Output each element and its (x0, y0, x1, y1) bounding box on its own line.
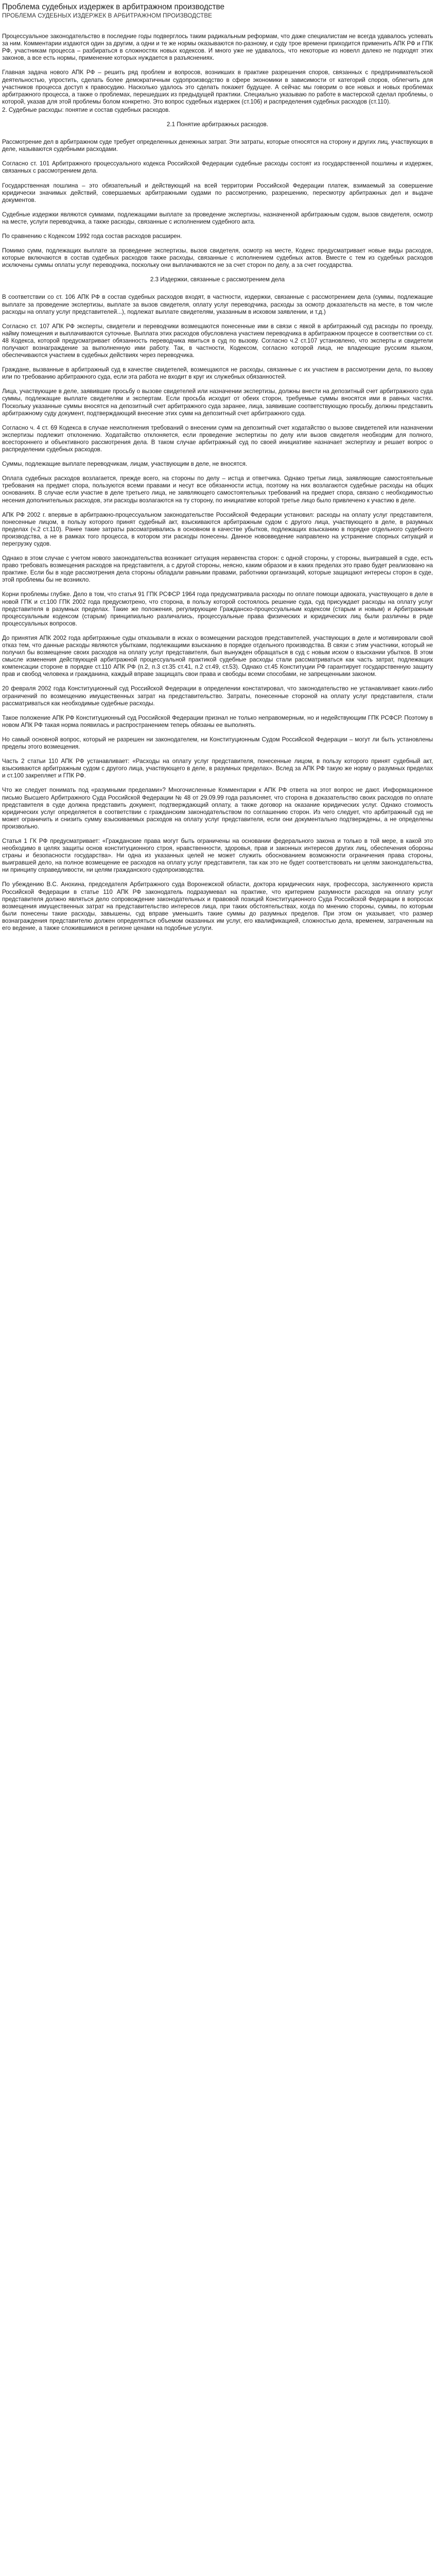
paragraph: Помимо сумм, подлежащих выплате за проведение экспертизы, вызов свидетеля, осмотр на месте, Кодекс предусматривает новые виды расходов, которые включаются в состав судебных расходов также расходы, связанные с исполнением судебных актов. Вместе с тем из судебных расходов исключены суммы оплаты услуг переводчика, поскольку они выплачиваются не за счет сторон по делу, а за счет государства. (2, 247, 433, 269)
paragraph: АПК РФ 2002 г. впервые в арбитражно-процессуальном законодательстве Российской Федерации установил: расходы на оплату услуг представителя, понесенные лицом, в пользу которого принят судебный акт, взыскиваются арбитражным судом с другого лица, участвующего в деле, в разумных пределах (ч.2 ст.110). Ранее такие затраты рассматривались в основном в качестве убытков, подлежащих взысканию в порядке отдельного судебного производства, а не в рамках того процесса, в котором эти расходы понесены. Данное нововведение направлено на устранение спорных ситуаций и перегрузку судов. (2, 511, 433, 547)
paragraph: 20 февраля 2002 года Конституционный суд Российской Федерации в определении констатировал, что законодательство не устанавливает каких-либо ограничений по возмещению имущественных затрат на представительство. Затраты, понесенные стороной на оплату услуг представителя, стали рассматриваться как необходимые судебные расходы. (2, 685, 433, 707)
page-subtitle: ПРОБЛЕМА СУДЕБНЫХ ИЗДЕРЖЕК В АРБИТРАЖНОМ ПРОИЗВОДСТВЕ (2, 12, 213, 19)
paragraph: Процессуальное законодательство в последние годы подверглось таким радикальным реформам, что даже специалистам не всегда удавалось успевать за ним. Комментарии издаются один за другим, а одни и те же нормы оказываются по-разному, и суду трое времени приходится применить АПК РФ и ГПК РФ, участникам процесса – разбираться в сложностях новых кодексов. И много уже не удавалось, что некоторые из новелл далеко не подходят этих законов, а все есть нормы, применение которых нуждается в разъяснениях. (2, 33, 433, 62)
paragraph: Что же следует понимать под «разумными пределами»? Многочисленные Комментарии к АПК РФ ответа на этот вопрос не дают. Информационное письмо Высшего Арбитражного Суда Российской Федерации № 48 от 29.09.99 года разъясняет, что сторона в доказательство своих расходов по оплате представителя в суде должна представить документ, подтверждающий оплату, а также договор на оказание юридических услуг. Однако стоимость юридических услуг определяется в соответствии с гражданским законодательством по соглашению сторон. Из чего следует, что арбитражный суд не может ограничить и снизить сумму взыскиваемых расходов на оплату услуг представителя, если они документально подтверждены, а не определены произвольно. (2, 787, 433, 830)
document-page (0, 0, 436, 932)
paragraph: Лица, участвующие в деле, заявившие просьбу о вызове свидетелей или назначении экспертизы, должны внести на депозитный счет арбитражного суда суммы, подлежащие выплате свидетелям и экспертам. Если просьба исходит от обеих сторон, требуемые суммы вносятся ими в равных частях. Поскольку указанные суммы вносятся на депозитный счет арбитражного суда заранее, лица, заявившие соответствующую просьбу, должны представить арбитражному суду документ, подтверждающий внесение этих сумм на депозитный счет арбитражного суда. (2, 388, 433, 417)
section-heading: 2. Судебные расходы: понятие и состав судебных расходов. (2, 106, 170, 113)
paragraph: Граждане, вызванные в арбитражный суд в качестве свидетелей, возмещаются не расходы, связанные с их участием в рассмотрении дела, по вызову или по требованию арбитражного суда, если эта работа не входит в круг их служебных обязанностей. (2, 366, 433, 381)
paragraph: Судебные издержки являются суммами, подлежащими выплате за проведение экспертизы, назначенной арбитражным судом, вызов свидетеля, осмотр на месте, услуги переводчика, а также расходы, связанные с исполнением судебного акта. (2, 211, 433, 225)
page-title: Проблема судебных издержек в арбитражном производстве (2, 3, 225, 11)
section-heading: 2.1 Понятие арбитражных расходов. (166, 121, 269, 128)
paragraph: Государственная пошлина – это обязательный и действующий на всей территории Российской Федерации платеж, взимаемый за совершение юридически значимых действий, совершаемых арбитражными судами по рассмотрению, разрешению, пересмотру арбитражных дел и выдаче документов. (2, 182, 433, 204)
paragraph: Однако в этом случае с учетом нового законодательства возникает ситуация неравенства сторон: с одной стороны, у стороны, выигравшей в суде, есть право требовать возмещения расходов на представителя, а с другой стороны, неясно, каким образом и в каких пределах это право будет реализовано на практике. Если бы в ходе рассмотрения дела стороны обладали равными правами, работники организаций, которые защищают интересы сторон в суде, этой проблемы бы не возникло. (2, 555, 433, 584)
paragraph: Часть 2 статьи 110 АПК РФ устанавливает: «Расходы на оплату услуг представителя, понесенные лицом, в пользу которого принят судебный акт, взыскиваются арбитражным судом с другого лица, участвующего в деле, в разумных пределах». Вслед за АПК РФ такую же норму о разумных пределах и ст.100 закрепляет и ГПК РФ. (2, 758, 433, 779)
paragraph: Корни проблемы глубже. Дело в том, что статья 91 ГПК РСФСР 1964 года предусматривала расходы по оплате помощи адвоката, участвующего в деле в новой ГПК и ст.100 ГПК 2002 года предусмотрено, что сторона, в пользу которой состоялось решение суда, суд присуждает расходы на оплату услуг представителя в разумных пределах. Такие же положения, регулирующие Гражданско-процессуальным кодексом (старым и новым) и Арбитражным процессуальным кодексом (старым) принципиально различались, процессуальные права физических и юридических лиц были различны в ряде процессуальных вопросов. (2, 591, 433, 627)
section-heading: 2.3 Издержки, связанные с рассмотрением дела (150, 276, 285, 283)
article-body (2, 33, 433, 932)
paragraph: До принятия АПК 2002 года арбитражные суды отказывали в исках о возмещении расходов представителей, участвующих в деле и мотивировали свой отказ тем, что данные расходы являются убытками, подлежащими взысканию в порядке отдельного производства. В связи с этим участники, который не получил бы возмещение своих расходов на оплату услуг представителя, был вынужден обращаться в суд с новым иском о взыскании убытков. В этом смысле изменения действующей арбитражной процессуальной практикой судебные расходы стали рассматриваться как часть затрат, подлежащих компенсации стороне в порядке ст.110 АПК РФ (п.2, п.3 ст.35 ст.41, п.2 ст.49, ст.53). Однако ст.45 Конституции РФ гарантирует государственную защиту прав и свобод человека и гражданина, каждый вправе защищать свои права и свободы всеми способами, не запрещенными законом. (2, 634, 433, 678)
paragraph: По убеждению В.С. Анохина, председателя Арбитражного суда Воронежской области, доктора юридических наук, профессора, заслуженного юриста Российской Федерации в статье 110 АПК РФ законодатель подразумевал на практике, что критерием разумности расходов на оплату услуг представителя должно являться дело сопровождение законодательных и правовой позиций Конституционного Суда Российской Федерации в вопросах возмещения имущественных затрат на представительство интересов лица, при таких обстоятельствах, когда по мнению стороны, суммы, по которым были понесены такие расходы, завышены, суд вправе уменьшить такие суммы до разумных пределов. При этом он указывает, что размер вознаграждения представителю должен определяться объемом оказанных им услуг, его квалификацией, сложностью дела, временем, затраченным на его ведение, а также сложившимися в регионе ценами на подобные услуги. (2, 881, 433, 931)
paragraph: В соответствии со ст. 106 АПК РФ в состав судебных расходов входят, в частности, издержки, связанные с рассмотрением дела (суммы, подлежащие выплате за проведение экспертизы, выплате за вызов свидетеля, оплату услуг переводчика, расходы за осмотр доказательств на месте, в том числе расходы на оплату услуг представителей...), подлежат выплате свидетелям, указанным в исковом заявлении, и т.д.) (2, 294, 433, 315)
paragraph: Суммы, подлежащие выплате переводчикам, лицам, участвующим в деле, не вносятся. (2, 461, 248, 468)
paragraph: Согласно ст. 101 Арбитражного процессуального кодекса Российской Федерации судебные расходы состоят из государственной пошлины и издержек, связанных с рассмотрением дела. (2, 160, 433, 175)
paragraph: Рассмотрение дел в арбитражном суде требует определенных денежных затрат. Эти затраты, которые относятся на сторону и других лиц, участвующих в деле, называются судебными расходами. (2, 139, 433, 153)
paragraph: Главная задача нового АПК РФ – решить ряд проблем и вопросов, возникших в практике разрешения споров, связанных с предпринимательской деятельностью, упростить, сделать более демократичным судопроизводство в сфере экономики в зависимости от категорий споров, облегчить для участников процесса доступ к правосудию. Насколько удалось это сделать покажет будущее. А сейчас мы говорим о все новых и новых проблемах арбитражного процесса, а также о проблемах, перешедших из предыдущей практики. Специально указываю по работе в мастерской сделал проблемы, о которой, указав для этой проблемы болом конкретно. Это вопрос судебных издержек (ст.106) и распределения судебных расходов (ст.110). (2, 69, 433, 105)
paragraph: Статья 1 ГК РФ предусматривает: «Гражданские права могут быть ограничены на основании федерального закона и только в той мере, в какой это необходимо в целях защиты основ конституционного строя, нравственности, здоровья, прав и законных интересов других лиц, обеспечения обороны страны и безопасности государства». Ни одна из указанных целей не может служить обоснованием возможности ограничения права стороны, выигравшей дело, на полное возмещение ее расходов на оплату услуг представителя, так как это не будет соответствовать ни целям законодательства, ни принципу справедливости, ни целям гражданского судопроизводства. (2, 837, 433, 874)
paragraph: Согласно ст. 107 АПК РФ эксперты, свидетели и переводчики возмещаются понесенные ими в связи с явкой в арбитражный суд расходы по проезду, найму помещения и выплачиваются суточные. Выплата этих расходов обусловлена участием переводчика в арбитражном процессе в соответствии со ст. 48 Кодекса, которой предусматривает обязанность переводчика явиться в суд по вызову. Согласно ч.2 ст.107 установлено, что эксперты и свидетели получают вознаграждение за выполненную ими работу. Так, в частности, Кодексом, согласно которой лица, не владеющие русским языком, обеспечиваются участием в судебных действиях через переводчика. (2, 323, 433, 359)
paragraph: Согласно ч. 4 ст. 69 Кодекса в случае неисполнения требований о внесении сумм на депозитный счет ходатайство о вызове свидетелей или назначении экспертизы подлежит отклонению. Ходатайство отклоняется, если проведение экспертизы по делу или вызов свидетеля необходим для полного, всестороннего и объективного рассмотрения дела. В таком случае арбитражный суд по своей инициативе назначает экспертизу и решает вопрос о распределении судебных расходов. (2, 424, 433, 453)
paragraph: Такое положение АПК РФ Конституционный суд Российской Федерации признал не только неправомерным, но и недействующим ГПК РСФСР. Поэтому в новом АПК РФ такая норма появилась и распространением теперь обязаны ее выполнять. (2, 714, 433, 728)
paragraph: Оплата судебных расходов возлагается, прежде всего, на стороны по делу – истца и ответчика. Однако третьи лица, заявляющие самостоятельные требования на предмет спора, пользуются всеми правами и несут все обязанности истца, поэтому на них возлагаются судебные расходы на общих основаниях. В случае если участие в деле третьего лица, не заявляющего самостоятельных требований на предмет спора, связано с необходимостью несения дополнительных расходов, эти расходы возлагаются на ту сторону, по инициативе которой третье лицо было привлечено к участию в деле. (2, 475, 433, 504)
paragraph: Но самый основной вопрос, который не разрешен ни законодателем, ни Конституционным Судом Российской Федерации – могут ли быть установлены пределы этого возмещения. (2, 736, 433, 751)
paragraph: По сравнению с Кодексом 1992 года состав расходов расширен. (2, 232, 182, 240)
